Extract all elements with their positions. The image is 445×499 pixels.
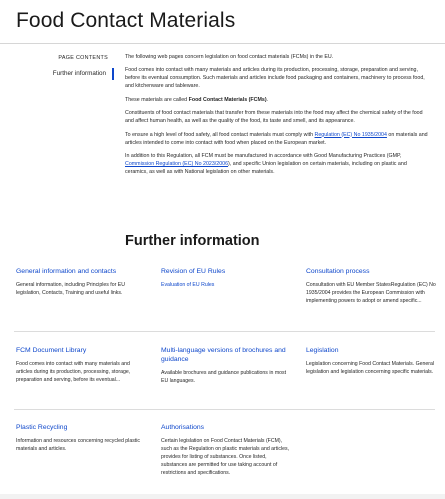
intro-paragraph: [125, 152, 430, 176]
text: These materials are called: [125, 96, 189, 103]
card-description: Consultation with EU Member StatesRegulation (EC) No 1935/2004 provides the European Commission with implementing powers to adopt or amend specific...: [306, 282, 436, 304]
regulation-1935-2004-link[interactable]: Regulation (EC) No 1935/2004: [314, 131, 387, 138]
intro-paragraph: Constituents of food contact materials that transfer from these materials into the food may affect the chemical safety of the food and affect human health, as well as the quality of the food, its taste and smell, and its appearance.: [125, 110, 423, 125]
intro-text: [125, 53, 430, 181]
card-title-link[interactable]: Plastic Recycling: [16, 424, 68, 431]
card-description: Available brochures and guidance publications in most EU languages.: [161, 370, 287, 384]
card-revision-of-eu-rules: [161, 267, 292, 290]
card-description: Certain legislation on Food Contact Materials (FCM), such as the Regulation on plastic materials and articles, provides for listing of substances. Once listed, substances are permitted for use taking account of restrictions and specifications.: [161, 438, 290, 476]
card-description: Information and resources concerning recycled plastic materials and articles.: [16, 438, 140, 452]
card-multi-language-brochures: [161, 346, 292, 386]
card-title-link[interactable]: Authorisations: [161, 424, 205, 431]
fcm-term: Food Contact Materials (FCMs): [188, 96, 267, 103]
card-plastic-recycling: [16, 423, 147, 454]
intro-paragraph: The following web pages concern legislation on food contact materials (FCMs) in the EU.: [125, 54, 334, 60]
card-title-link[interactable]: Legislation: [306, 347, 339, 354]
card-consultation-process: [306, 267, 437, 306]
card-authorisations: [161, 423, 292, 478]
card-title-link[interactable]: Revision of EU Rules: [161, 268, 226, 275]
card-general-information: [16, 267, 147, 298]
page-contents-nav: [14, 53, 114, 77]
text: In addition to this Regulation, all FCM must be manufactured in accordance with Good Manufacturing Practices (GMP,: [125, 152, 402, 159]
intro-paragraph: [125, 131, 430, 147]
card-fcm-document-library: [16, 346, 147, 385]
text: ), and specific Union legislation on certain materials, including on plastic and ceramics, as well as with National legislation on other materials.: [125, 160, 407, 175]
row-divider: [14, 409, 435, 410]
toc-item-further-information[interactable]: Further information: [34, 68, 114, 80]
page-contents-heading: PAGE CONTENTS: [58, 55, 108, 61]
intro-paragraph: Food comes into contact with many materials and articles during its production, processing, storage, preparation and serving, before its eventual consumption. Such materials and articles include food packaging and containers, machinery to process food, and kitchenware and tableware.: [125, 67, 425, 90]
card-title-link[interactable]: Multi-language versions of brochures and guidance: [161, 347, 286, 363]
card-description-link[interactable]: Evaluation of EU Rules: [161, 282, 215, 288]
footer-strip: [0, 494, 445, 499]
regulation-2023-2006-link[interactable]: Commission Regulation (EC) No 2023/2006: [125, 160, 229, 167]
further-information-heading: Further information: [125, 233, 260, 249]
text: .: [266, 96, 269, 103]
card-title-link[interactable]: Consultation process: [306, 268, 370, 275]
card-description: Food comes into contact with many materials and articles during its production, processing, storage, preparation and serving, before its eventual...: [16, 361, 131, 383]
card-title-link[interactable]: General information and contacts: [16, 268, 117, 275]
row-divider: [14, 331, 435, 332]
card-title-link[interactable]: FCM Document Library: [16, 347, 87, 354]
card-description: Legislation concerning Food Contact Materials. General legislation and legislation concerning specific materials.: [306, 361, 435, 375]
text: To ensure a high level of food safety, all food contact materials must comply with: [125, 131, 315, 138]
text: on materials and articles intended to come into contact with food when placed on the European market.: [125, 131, 428, 146]
page-title: Food Contact Materials: [16, 9, 236, 32]
title-divider: [0, 43, 445, 44]
card-description: General information, including Principles for EU legislation, Contacts, Training and useful links.: [16, 282, 125, 296]
intro-paragraph: [125, 96, 430, 104]
card-legislation: [306, 346, 437, 377]
